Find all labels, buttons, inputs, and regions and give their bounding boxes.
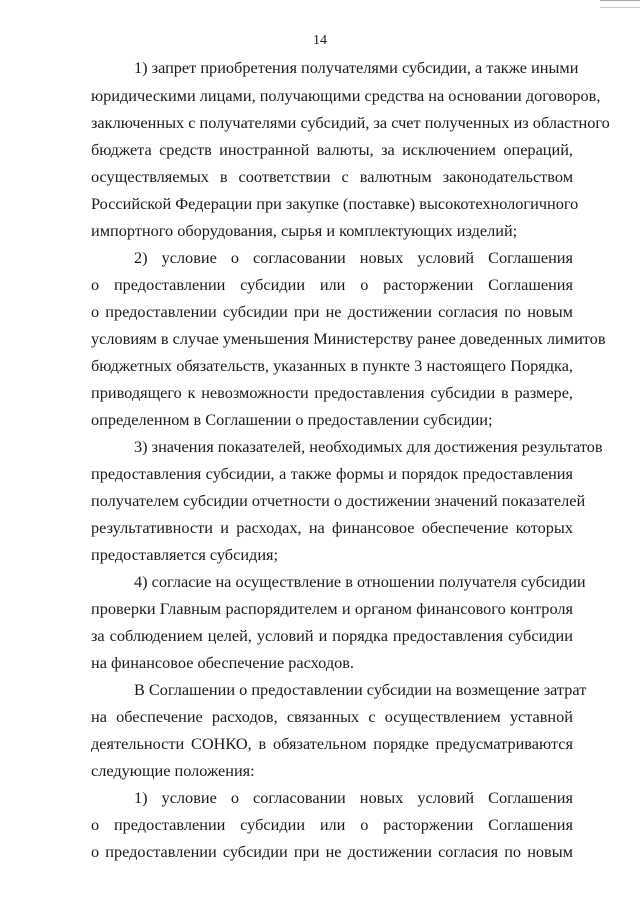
text-line: о предоставлении субсидии при не достижении согласия по новым [91,842,573,861]
text-line: на обеспечение расходов, связанных с осуществлением уставной [91,707,573,726]
text-line: предоставления субсидии, а также формы и порядок предоставления [91,464,573,483]
text-line: следующие положения: [91,761,255,780]
text-line: деятельности СОНКО, в обязательном порядке предусматриваются [91,734,573,753]
text-line: юридическими лицами, получающими средства на основании договоров, [91,86,601,105]
text-line: заключенных с получателями субсидий, за счет полученных из областного [91,113,610,132]
text-line: 1) условие о согласовании новых условий Соглашения [134,788,573,807]
text-line: определенном в Соглашении о предоставлении субсидии; [91,410,493,429]
text-line: 3) значения показателей, необходимых для достижения результатов [134,437,603,456]
text-line: 1) запрет приобретения получателями субсидии, а также иными [134,58,579,77]
text-line: за соблюдением целей, условий и порядка предоставления субсидии [91,626,573,645]
text-line: проверки Главным распорядителем и органом финансового контроля [91,599,573,618]
text-line: предоставляется субсидия; [91,545,279,564]
text-line: 4) согласие на осуществление в отношении получателя субсидии [134,572,586,591]
text-line: бюджета средств иностранной валюты, за исключением операций, [91,140,573,159]
text-line: В Соглашении о предоставлении субсидии на возмещение затрат [134,680,587,699]
text-line: о предоставлении субсидии или о расторжении Соглашения [91,815,573,834]
text-line: результативности и расходах, на финансовое обеспечение которых [91,518,573,537]
text-line: 2) условие о согласовании новых условий Соглашения [134,248,573,267]
text-line: о предоставлении субсидии при не достижении согласия по новым [91,302,573,321]
text-line: осуществляемых в соответствии с валютным законодательством [91,167,573,186]
page-number: 14 [313,33,327,48]
text-line: о предоставлении субсидии или о расторжении Соглашения [91,275,573,294]
text-line: бюджетных обязательств, указанных в пункте 3 настоящего Порядка, [91,356,573,375]
text-line: Российской Федерации при закупке (поставке) высокотехнологичного [91,194,579,213]
text-line: на финансовое обеспечение расходов. [91,653,354,672]
text-line: получателем субсидии отчетности о достижении значений показателей [91,491,586,510]
text-line: импортного оборудования, сырья и комплектующих изделий; [91,221,518,240]
text-line: условиям в случае уменьшения Министерству ранее доведенных лимитов [91,329,606,348]
scan-corner-mark [600,0,640,8]
text-line: приводящего к невозможности предоставления субсидии в размере, [91,383,573,402]
